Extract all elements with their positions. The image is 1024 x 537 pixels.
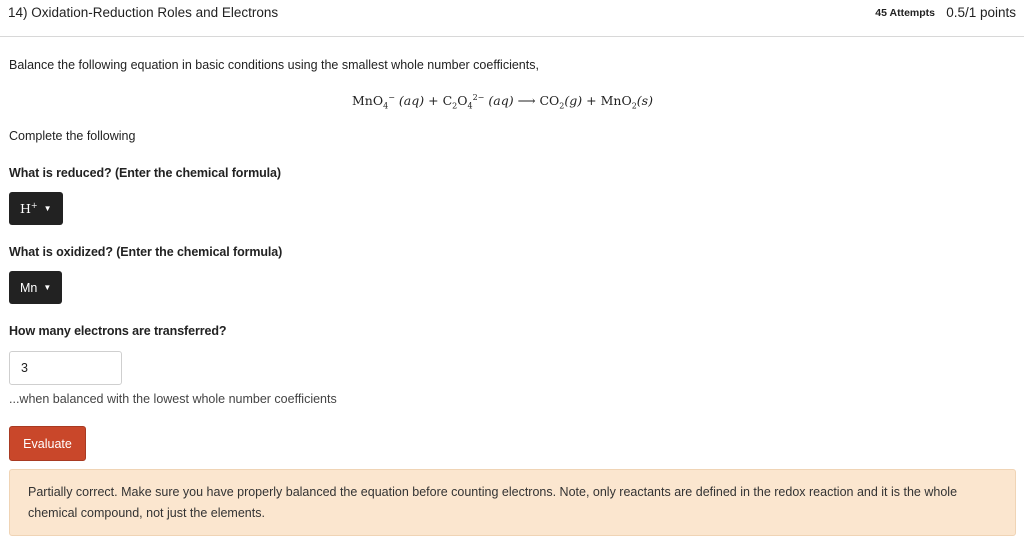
reactant-permanganate: MnO$_4$− (aq) <box>352 93 425 111</box>
question-header <box>0 0 1024 37</box>
oxidized-selected-value: Mn <box>20 280 38 295</box>
oxidized-question-label: What is oxidized? (Enter the chemical formula) <box>9 245 283 259</box>
attempts-count: 45 Attempts <box>875 7 935 19</box>
caret-down-icon: ▼ <box>43 283 52 292</box>
reaction-arrow: ⟶ <box>517 93 536 109</box>
instruction-text: Balance the following equation in basic conditions using the smallest whole number coefficients, <box>9 58 539 72</box>
complete-label: Complete the following <box>9 129 136 143</box>
reduced-dropdown[interactable] <box>9 192 63 225</box>
reduced-question-label: What is reduced? (Enter the chemical formula) <box>9 166 281 180</box>
product-carbon-dioxide: $CO_2(g)$ <box>539 93 583 111</box>
oxidized-dropdown[interactable] <box>9 271 62 304</box>
caret-down-icon: ▼ <box>43 204 52 213</box>
electrons-input[interactable] <box>9 351 122 385</box>
product-manganese-dioxide: MnO$_2$(s) <box>600 93 653 111</box>
electrons-question-label: How many electrons are transferred? <box>9 324 227 338</box>
reactant-oxalate: $C_2O_4^{2-}$ (aq) <box>442 93 514 111</box>
points-score: 0.5/1 points <box>946 5 1016 20</box>
reduced-selected-value: H+ <box>20 200 38 217</box>
question-title: 14) Oxidation-Reduction Roles and Electrons <box>8 5 279 20</box>
electrons-note: ...when balanced with the lowest whole number coefficients <box>9 392 337 406</box>
evaluate-button[interactable]: Evaluate <box>9 426 86 461</box>
chemical-equation: MnO$_4$− $(aq) + C_2O_4^{2-}$ (aq) ⟶ $CO_2(g) + MnO_2(s)$ <box>352 93 653 111</box>
feedback-message: Partially correct. Make sure you have properly balanced the equation before counting electrons. Note, only reactants are defined in the redox reaction and it is the whole chemical compound, not just the elements. <box>9 469 1016 536</box>
